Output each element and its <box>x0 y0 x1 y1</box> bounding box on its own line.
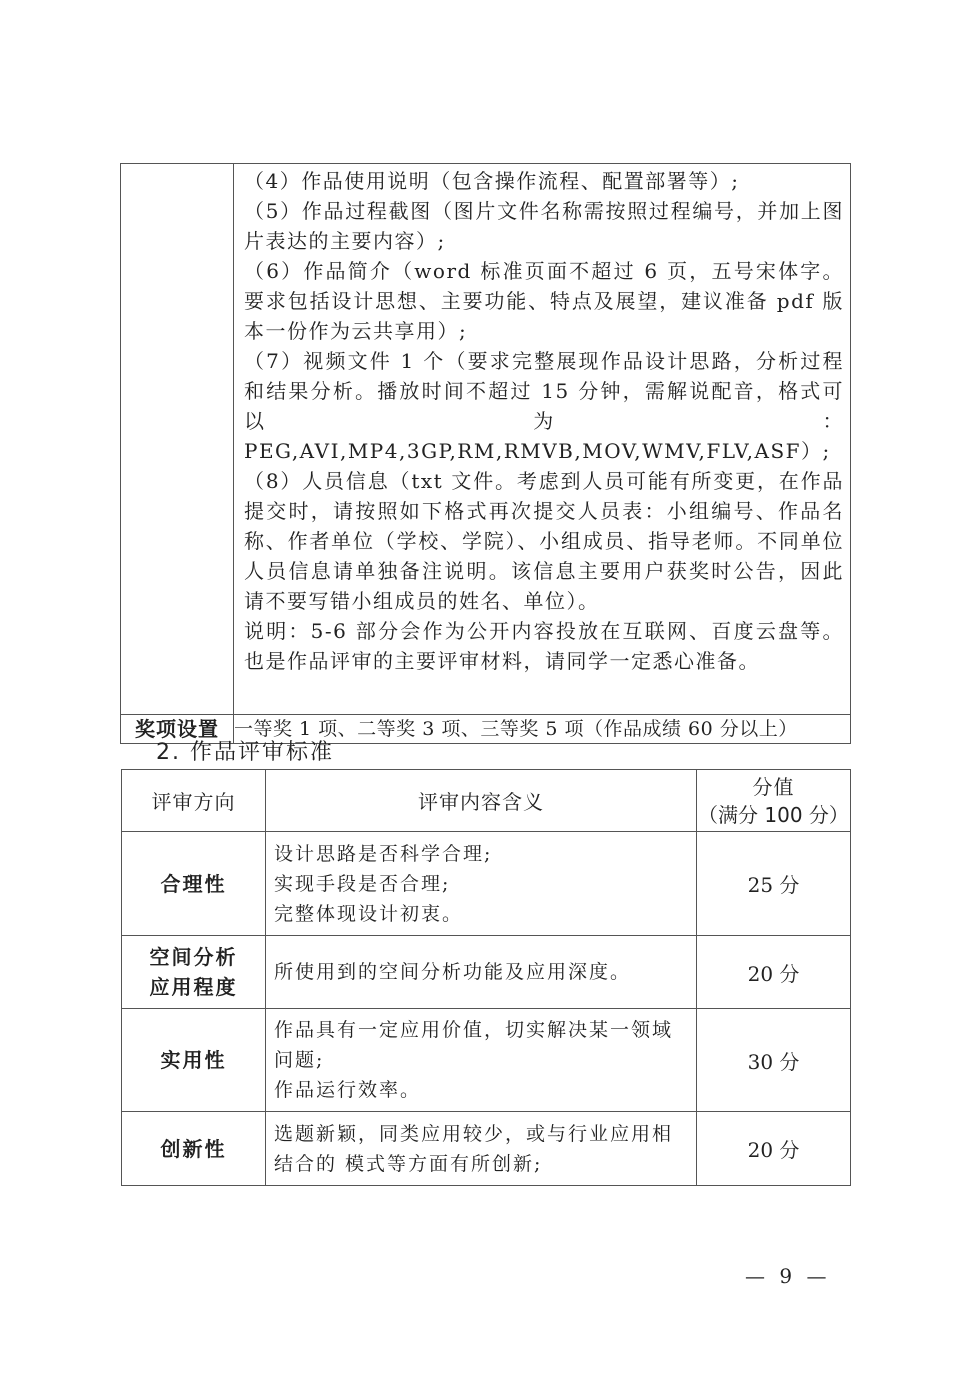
direction-line: 应用程度 <box>149 975 238 999</box>
requirement-item-6: （6）作品简介（word 标准页面不超过 6 页，五号宋体字。要求包括设计思想、主要功能、特点及展望，建议准备 pdf 版本一份作为云共享用）; <box>244 259 844 343</box>
criteria-row <box>122 1112 851 1186</box>
requirement-note: 说明：5-6 部分会作为公开内容投放在互联网、百度云盘等。也是作品评审的主要评审材料，请同学一定悉心准备。 <box>244 619 844 673</box>
content-line: 作品运行效率。 <box>274 1079 422 1101</box>
requirements-label-cell <box>121 164 234 715</box>
blank-space <box>244 676 844 714</box>
criteria-content <box>266 936 697 1009</box>
requirement-item-4: （4）作品使用说明（包含操作流程、配置部署等）; <box>244 169 740 193</box>
header-meaning: 评审内容含义 <box>266 770 697 832</box>
requirements-row <box>121 164 851 715</box>
header-direction: 评审方向 <box>122 770 266 832</box>
content-line: 设计思路是否科学合理; <box>274 842 493 865</box>
header-score-line2: （满分 100 分） <box>698 802 849 827</box>
requirement-item-7: （7）视频文件 1 个（要求完整展现作品设计思路，分析过程和结果分析。播放时间不超过 15 分钟，需解说配音，格式可以为：PEG,AVI,MP4,3GP,RM,RMVB,MOV,WMV,FLV,ASF）; <box>244 349 844 463</box>
requirements-table <box>120 163 851 744</box>
criteria-direction: 创新性 <box>122 1112 266 1186</box>
header-score-line1: 分值 <box>752 774 795 799</box>
content-line: 作品具有一定应用价值，切实解决某一领域问题; <box>274 1019 674 1071</box>
direction-line: 空间分析 <box>149 945 238 969</box>
criteria-score: 25 分 <box>697 832 851 936</box>
criteria-direction <box>122 936 266 1009</box>
page-number: — 9 — <box>745 1264 831 1288</box>
content-line: 选题新颖，同类应用较少，或与行业应用相结合的 模式等方面有所创新; <box>274 1122 674 1175</box>
criteria-score: 20 分 <box>697 936 851 1009</box>
criteria-direction: 合理性 <box>122 832 266 936</box>
criteria-content <box>266 832 697 936</box>
content-line: 所使用到的空间分析功能及应用深度。 <box>274 961 632 983</box>
criteria-table <box>121 769 851 1186</box>
criteria-direction: 实用性 <box>122 1009 266 1112</box>
criteria-header-row <box>122 770 851 832</box>
requirement-item-8: （8）人员信息（txt 文件。考虑到人员可能有所变更，在作品提交时，请按照如下格式再次提交人员表：小组编号、作品名称、作者单位（学校、学院）、小组成员、指导老师。不同单位人员信息请单独备注说明。该信息主要用户获奖时公告，因此请不要写错小组成员的姓名、单位）。 <box>244 469 844 613</box>
criteria-row <box>122 936 851 1009</box>
requirement-item-5: （5）作品过程截图（图片文件名称需按照过程编号，并加上图片表达的主要内容）; <box>244 199 844 253</box>
criteria-score: 20 分 <box>697 1112 851 1186</box>
criteria-row <box>122 832 851 936</box>
section-title: 2. 作品评审标准 <box>156 740 334 765</box>
criteria-content <box>266 1112 697 1186</box>
header-score <box>697 770 851 832</box>
content-line: 实现手段是否合理; <box>274 872 451 895</box>
criteria-row <box>122 1009 851 1112</box>
content-line: 完整体现设计初衷。 <box>274 902 464 925</box>
criteria-score: 30 分 <box>697 1009 851 1112</box>
award-value: 一等奖 1 项、二等奖 3 项、三等奖 5 项（作品成绩 60 分以上） <box>234 715 851 744</box>
award-label: 奖项设置 <box>121 715 234 744</box>
criteria-content <box>266 1009 697 1112</box>
requirements-content-cell <box>234 164 851 715</box>
